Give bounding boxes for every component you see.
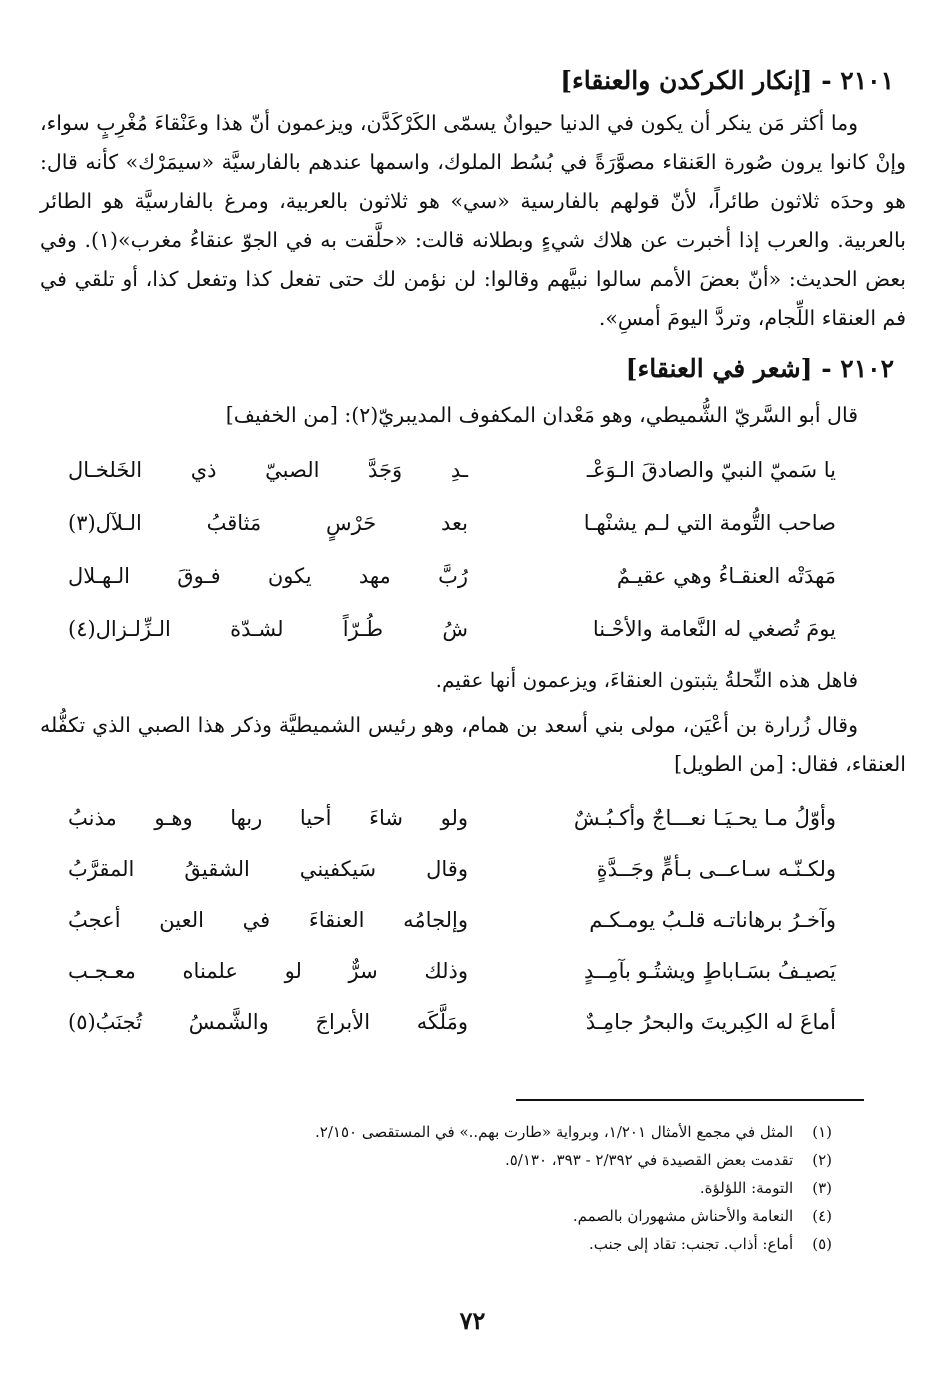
poem-tawil	[40, 792, 906, 1047]
verse-first-hemistich: يومَ تُصغي له النَّعامة والأحْـنا	[592, 616, 836, 641]
poem-verse	[40, 792, 906, 843]
verse-first-hemistich: وأوّلُ مـا يحـيَـا نعـــاجٌ وأكـبُـشٌ	[573, 805, 836, 830]
verse-first-hemistich: أماعَ له الكِبريتَ والبحرُ جامِـدٌ	[585, 1009, 836, 1034]
footnote-divider	[516, 1099, 864, 1101]
verse-second-hemistich: ولو شاءَ أحيا ربها وهـو مذنبُ	[68, 805, 468, 830]
verse-second-hemistich: وقال سَيكفيني الشقيقُ المقرَّبُ	[68, 856, 468, 881]
footnote-number: (٢)	[812, 1151, 832, 1169]
footnote-number: (١)	[812, 1123, 832, 1141]
footnote-number: (٥)	[812, 1235, 832, 1253]
poem-verse	[40, 443, 906, 496]
verse-second-hemistich: ـدِ وَجَدَّ الصبيّ ذي الخَلخـال	[68, 457, 468, 482]
verse-first-hemistich: ولكـنّـه سـاعــى بـأمٍّ وجَــدَّةٍ	[596, 856, 836, 881]
footnote	[120, 1202, 832, 1230]
footnote	[120, 1230, 832, 1258]
footnote	[120, 1174, 832, 1202]
poem-verse	[40, 496, 906, 549]
verse-second-hemistich: وإلجامُه العنقاءَ في العين أعجبُ	[68, 907, 468, 932]
footnote	[120, 1118, 832, 1146]
footnote-number: (٣)	[812, 1179, 832, 1197]
poem-verse	[40, 894, 906, 945]
footnote-text: أماع: أذاب. تجنب: تقاد إلى جنب.	[588, 1235, 794, 1253]
verse-first-hemistich: صاحب التُّومة التي لـم يشنْهـا	[583, 510, 836, 535]
verse-second-hemistich: ومَلَّكَه الأبراجَ والشَّمسُ تُجنَبُ(٥)	[68, 1009, 468, 1034]
poem-verse	[40, 843, 906, 894]
poem-verse	[40, 549, 906, 602]
section-heading-2102: ٢١٠٢ - [شعر في العنقاء]	[625, 354, 894, 383]
poem-khafif	[40, 443, 906, 655]
footnote-text: المثل في مجمع الأمثال ١/٢٠١، وبرواية «طارت بهم..» في المستقصى ٢/١٥٠.	[315, 1123, 794, 1141]
verse-second-hemistich: رُبَّ مهد يكون فـوقَ الـهـلال	[68, 563, 468, 588]
verse-second-hemistich: وذلك سرٌّ لو علمناه معـجـب	[68, 958, 468, 983]
verse-first-hemistich: مَهدَتْه العنقـاءُ وهي عقيـمٌ	[616, 563, 836, 588]
footnote	[120, 1146, 832, 1174]
verse-first-hemistich: يَصيـفُ بسَـاباطٍ ويشتُـو بآمِــدٍ	[584, 958, 836, 983]
poem1-intro: قال أبو السَّريّ الشُّميطي، وهو مَعْدان المكفوف المديبريّ(٢): [من الخفيف]	[225, 403, 858, 427]
poem1-comment: فاهل هذه النِّحلةُ يثبتون العنقاءَ، ويزعمون أنها عقيم.	[435, 668, 858, 692]
verse-first-hemistich: وآخـرُ برهاناتـه قلـبُ يومـكـم	[589, 907, 836, 932]
footnote-text: تقدمت بعض القصيدة في ٢/٣٩٢ - ٣٩٣، ٥/١٣٠.	[504, 1151, 794, 1169]
page-number: ٧٢	[459, 1306, 486, 1335]
footnote-text: النعامة والأحناش مشهوران بالصمم.	[572, 1207, 794, 1225]
section-heading-2101: ٢١٠١ - [إنكار الكركدن والعنقاء]	[560, 66, 894, 95]
poem-verse	[40, 996, 906, 1047]
verse-second-hemistich: بعد حَرْسٍ مَثاقبُ الـلآل(٣)	[68, 510, 468, 535]
poem-verse	[40, 945, 906, 996]
footnotes	[120, 1118, 832, 1258]
page-body	[40, 60, 906, 1051]
footnote-text: التومة: اللؤلؤة.	[699, 1179, 794, 1197]
verse-second-hemistich: شُ طُـرّاً لشـدّة الـزِّلـزال(٤)	[68, 616, 468, 641]
poem2-intro: وقال زُرارة بن أعْيَن، مولى بني أسعد بن همام، وهو رئيس الشميطيَّة وذكر هذا الصبي الذي تكفُّله العنقاء، فقال: [من الطويل]	[40, 713, 906, 776]
verse-first-hemistich: يا سَميّ النبيّ والصادقَ الـوَعْـ	[586, 457, 836, 482]
poem-verse	[40, 602, 906, 655]
section-paragraph-2101: وما أكثر مَن ينكر أن يكون في الدنيا حيوانٌ يسمّى الكَرْكَدَّن، ويزعمون أنّ هذا وعَنْقاءَ مُغْرِبٍ سواء، وإنْ كانوا يرون صُورة العَنقاء مصوَّرَةً في بُسُط الملوك، واسمها عندهم بالفارسيَّة «سيمَرْك» كأنه قال: هو وحدَه ثلاثون طائراً، لأنّ قولهم بالفارسية «سي» هو ثلاثون بالعربية، ومرغ بالفارسيَّة هو الطائر بالعربية. والعرب إذا أخبرت عن هلاك شيءٍ وبطلانه قالت: «حلَّقت به في الجوّ عنقاءُ مغرب»(١). وفي بعض الحديث: «أنّ بعضَ الأمم سالوا نبيَّهم وقالوا: لن نؤمن لك حتى تفعل كذا وتفعل كذا، أو تلقي في فم العنقاء اللِّجام، وتردَّ اليومَ أمسِ».	[40, 111, 906, 330]
footnote-number: (٤)	[812, 1207, 832, 1225]
